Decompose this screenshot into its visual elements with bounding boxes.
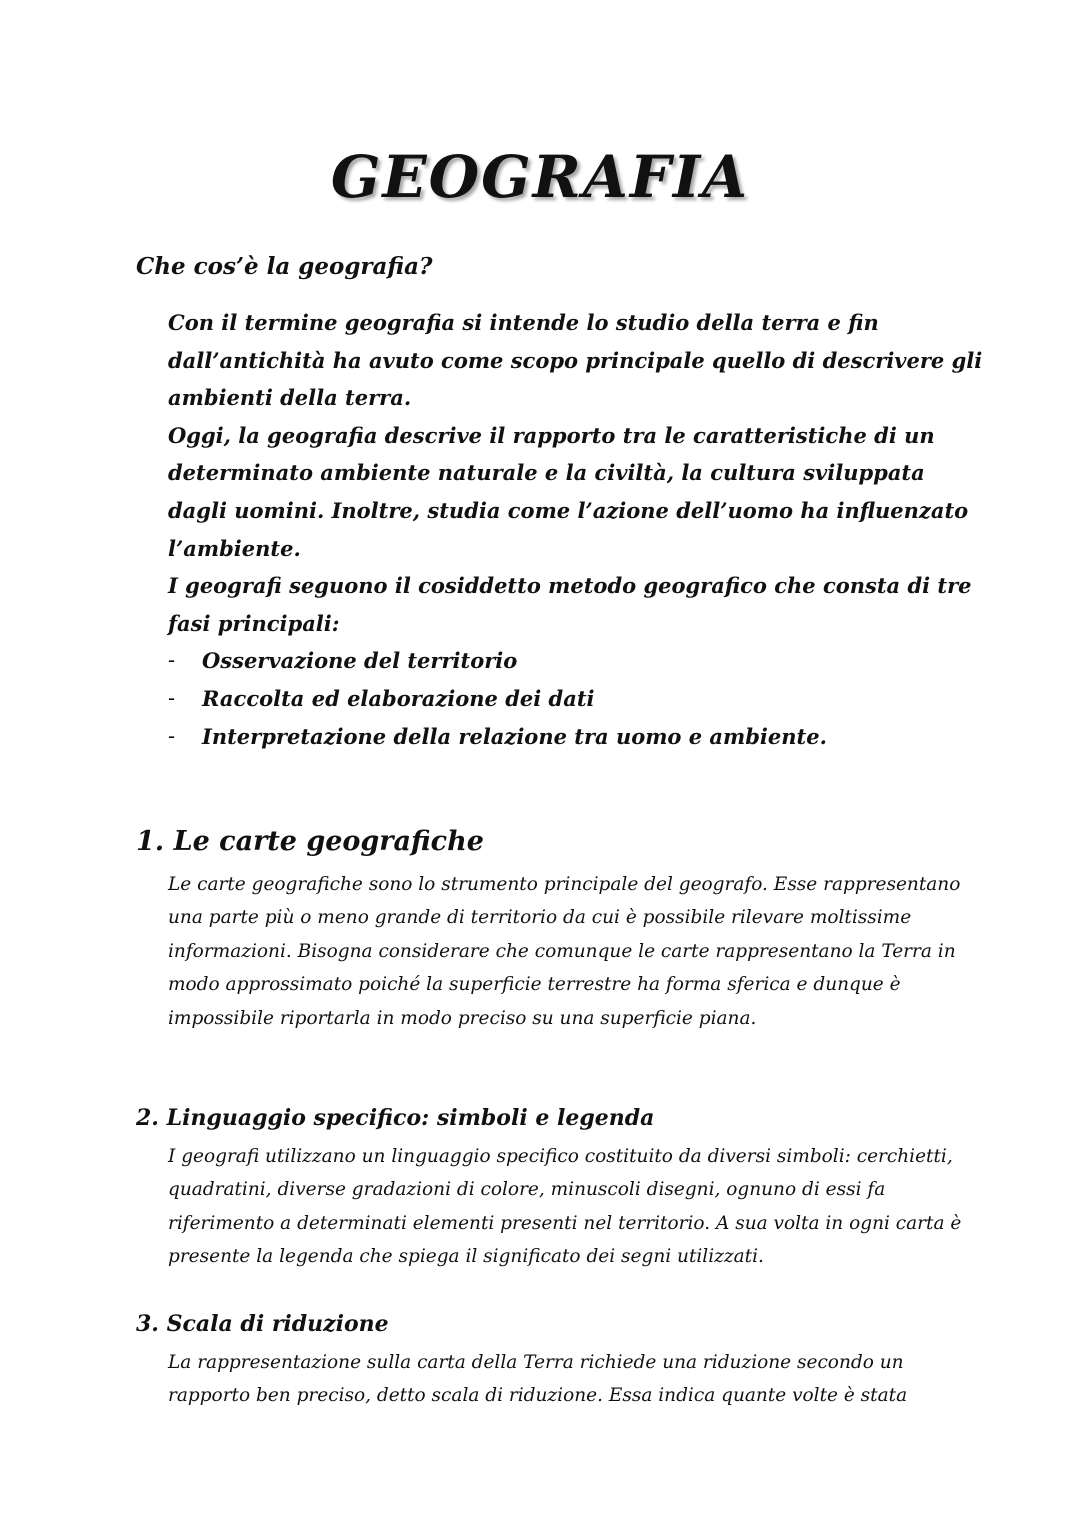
phase-text: Interpretazione della relazione tra uomo e ambiente. — [202, 723, 827, 749]
phase-text: Raccolta ed elaborazione dei dati — [202, 685, 595, 711]
section-heading-scala-riduzione: 3. Scala di riduzione — [136, 1311, 389, 1337]
list-item — [168, 680, 988, 718]
list-item — [168, 718, 988, 756]
intro-paragraph-3: I geografi seguono il cosiddetto metodo geografico che consta di tre fasi principali: — [168, 573, 972, 636]
intro-question: Che cos’è la geografia? — [136, 253, 433, 280]
intro-text — [168, 304, 988, 755]
dash-bullet: - — [168, 685, 176, 710]
dash-bullet: - — [168, 723, 176, 748]
list-item — [168, 642, 988, 680]
phase-text: Osservazione del territorio — [202, 648, 518, 674]
phases-list — [168, 642, 988, 755]
page-title: GEOGRAFIA — [330, 143, 750, 211]
section-heading-carte-geografiche: 1. Le carte geografiche — [136, 826, 484, 857]
section-body-scala-riduzione: La rappresentazione sulla carta della Terra richiede una riduzione secondo un rapporto ben preciso, detto scala di riduzione. Essa indica quante volte è stata — [168, 1352, 908, 1407]
dash-bullet: - — [168, 648, 176, 673]
intro-paragraph-1: Con il termine geografia si intende lo studio della terra e fin dall’antichità ha avuto come scopo principale quello di descrivere gli ambienti della terra. — [168, 310, 983, 411]
section-heading-linguaggio-specifico: 2. Linguaggio specifico: simboli e legenda — [136, 1105, 655, 1131]
section-body-linguaggio-specifico: I geografi utilizzano un linguaggio specifico costituito da diversi simboli: cerchietti, quadratini, diverse gradazioni di colore, minuscoli disegni, ognuno di essi fa riferimento a determinati elementi presenti nel territorio. A sua volta in ogni carta è presente la legenda che spiega il significato dei segni utilizzati. — [168, 1146, 962, 1268]
section-body-carte-geografiche: Le carte geografiche sono lo strumento principale del geografo. Esse rappresentano una parte più o meno grande di territorio da cui è possibile rilevare moltissime informazioni. Bisogna considerare che comunque le carte rappresentano la Terra in modo approssimato poiché la superficie terrestre ha forma sferica e dunque è impossibile riportarla in modo preciso su una superficie piana. — [168, 874, 961, 1029]
intro-paragraph-2: Oggi, la geografia descrive il rapporto tra le caratteristiche di un determinato ambiente naturale e la civiltà, la cultura sviluppata dagli uomini. Inoltre, studia come l’azione dell’uomo ha influenzato l’ambiente. — [168, 422, 969, 561]
